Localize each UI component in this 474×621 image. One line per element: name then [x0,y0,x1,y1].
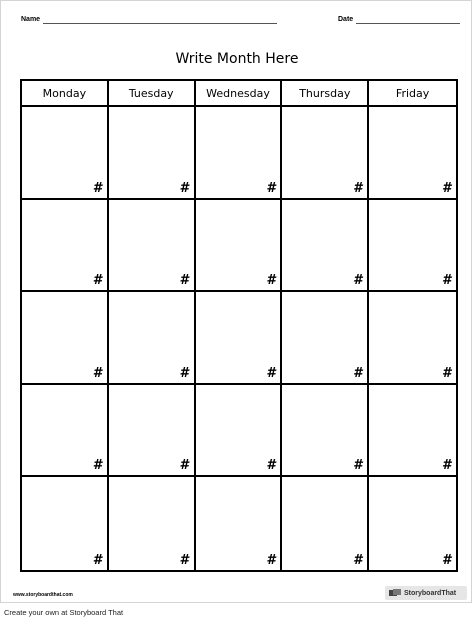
day-header-tuesday: Tuesday [109,81,196,107]
footer-url: www.storyboardthat.com [13,592,73,598]
date-number-placeholder: # [266,365,276,381]
date-number-placeholder: # [441,365,451,381]
date-number-placeholder: # [266,458,276,474]
day-cell[interactable] [22,477,109,570]
date-number-placeholder: # [179,552,189,568]
day-cell[interactable] [22,292,109,385]
date-label: Date [338,16,354,23]
day-cell[interactable] [196,200,283,293]
date-number-placeholder: # [441,458,451,474]
storyboardthat-logo [385,586,467,600]
date-number-placeholder: # [179,180,189,196]
day-cell[interactable] [196,385,283,478]
day-cell[interactable] [282,477,369,570]
day-cell[interactable] [196,292,283,385]
name-field-line[interactable] [43,23,277,24]
day-cell[interactable] [22,107,109,200]
day-cell[interactable] [282,107,369,200]
date-number-placeholder: # [92,365,102,381]
day-cell[interactable] [282,292,369,385]
day-cell[interactable] [109,477,196,570]
date-field-line[interactable] [356,23,460,24]
calendar-grid [20,79,458,572]
day-cell[interactable] [109,107,196,200]
day-cell[interactable] [369,385,456,478]
logo-text: StoryboardThat [404,589,457,597]
day-header-monday: Monday [22,81,109,107]
month-title: Write Month Here [175,51,299,67]
date-number-placeholder: # [92,458,102,474]
day-cell[interactable] [109,200,196,293]
date-number-placeholder: # [353,458,363,474]
date-number-placeholder: # [92,273,102,289]
date-number-placeholder: # [92,552,102,568]
date-number-placeholder: # [353,273,363,289]
day-cell[interactable] [369,292,456,385]
day-cell[interactable] [109,292,196,385]
day-header-thursday: Thursday [282,81,369,107]
day-header-wednesday: Wednesday [196,81,283,107]
date-number-placeholder: # [179,273,189,289]
day-cell[interactable] [369,477,456,570]
date-number-placeholder: # [353,552,363,568]
day-header-friday: Friday [369,81,456,107]
date-number-placeholder: # [92,180,102,196]
day-cell[interactable] [22,200,109,293]
footer-caption: Create your own at Storyboard That [4,608,124,617]
date-number-placeholder: # [266,552,276,568]
date-number-placeholder: # [441,273,451,289]
storyboard-icon [389,589,401,597]
date-number-placeholder: # [179,365,189,381]
date-number-placeholder: # [441,180,451,196]
day-cell[interactable] [369,200,456,293]
date-number-placeholder: # [353,180,363,196]
date-number-placeholder: # [441,552,451,568]
day-cell[interactable] [196,477,283,570]
day-cell[interactable] [369,107,456,200]
day-cell[interactable] [196,107,283,200]
date-number-placeholder: # [179,458,189,474]
date-number-placeholder: # [266,180,276,196]
name-label: Name [21,16,41,23]
day-cell[interactable] [282,200,369,293]
day-cell[interactable] [282,385,369,478]
day-cell[interactable] [22,385,109,478]
date-number-placeholder: # [266,273,276,289]
date-number-placeholder: # [353,365,363,381]
day-cell[interactable] [109,385,196,478]
